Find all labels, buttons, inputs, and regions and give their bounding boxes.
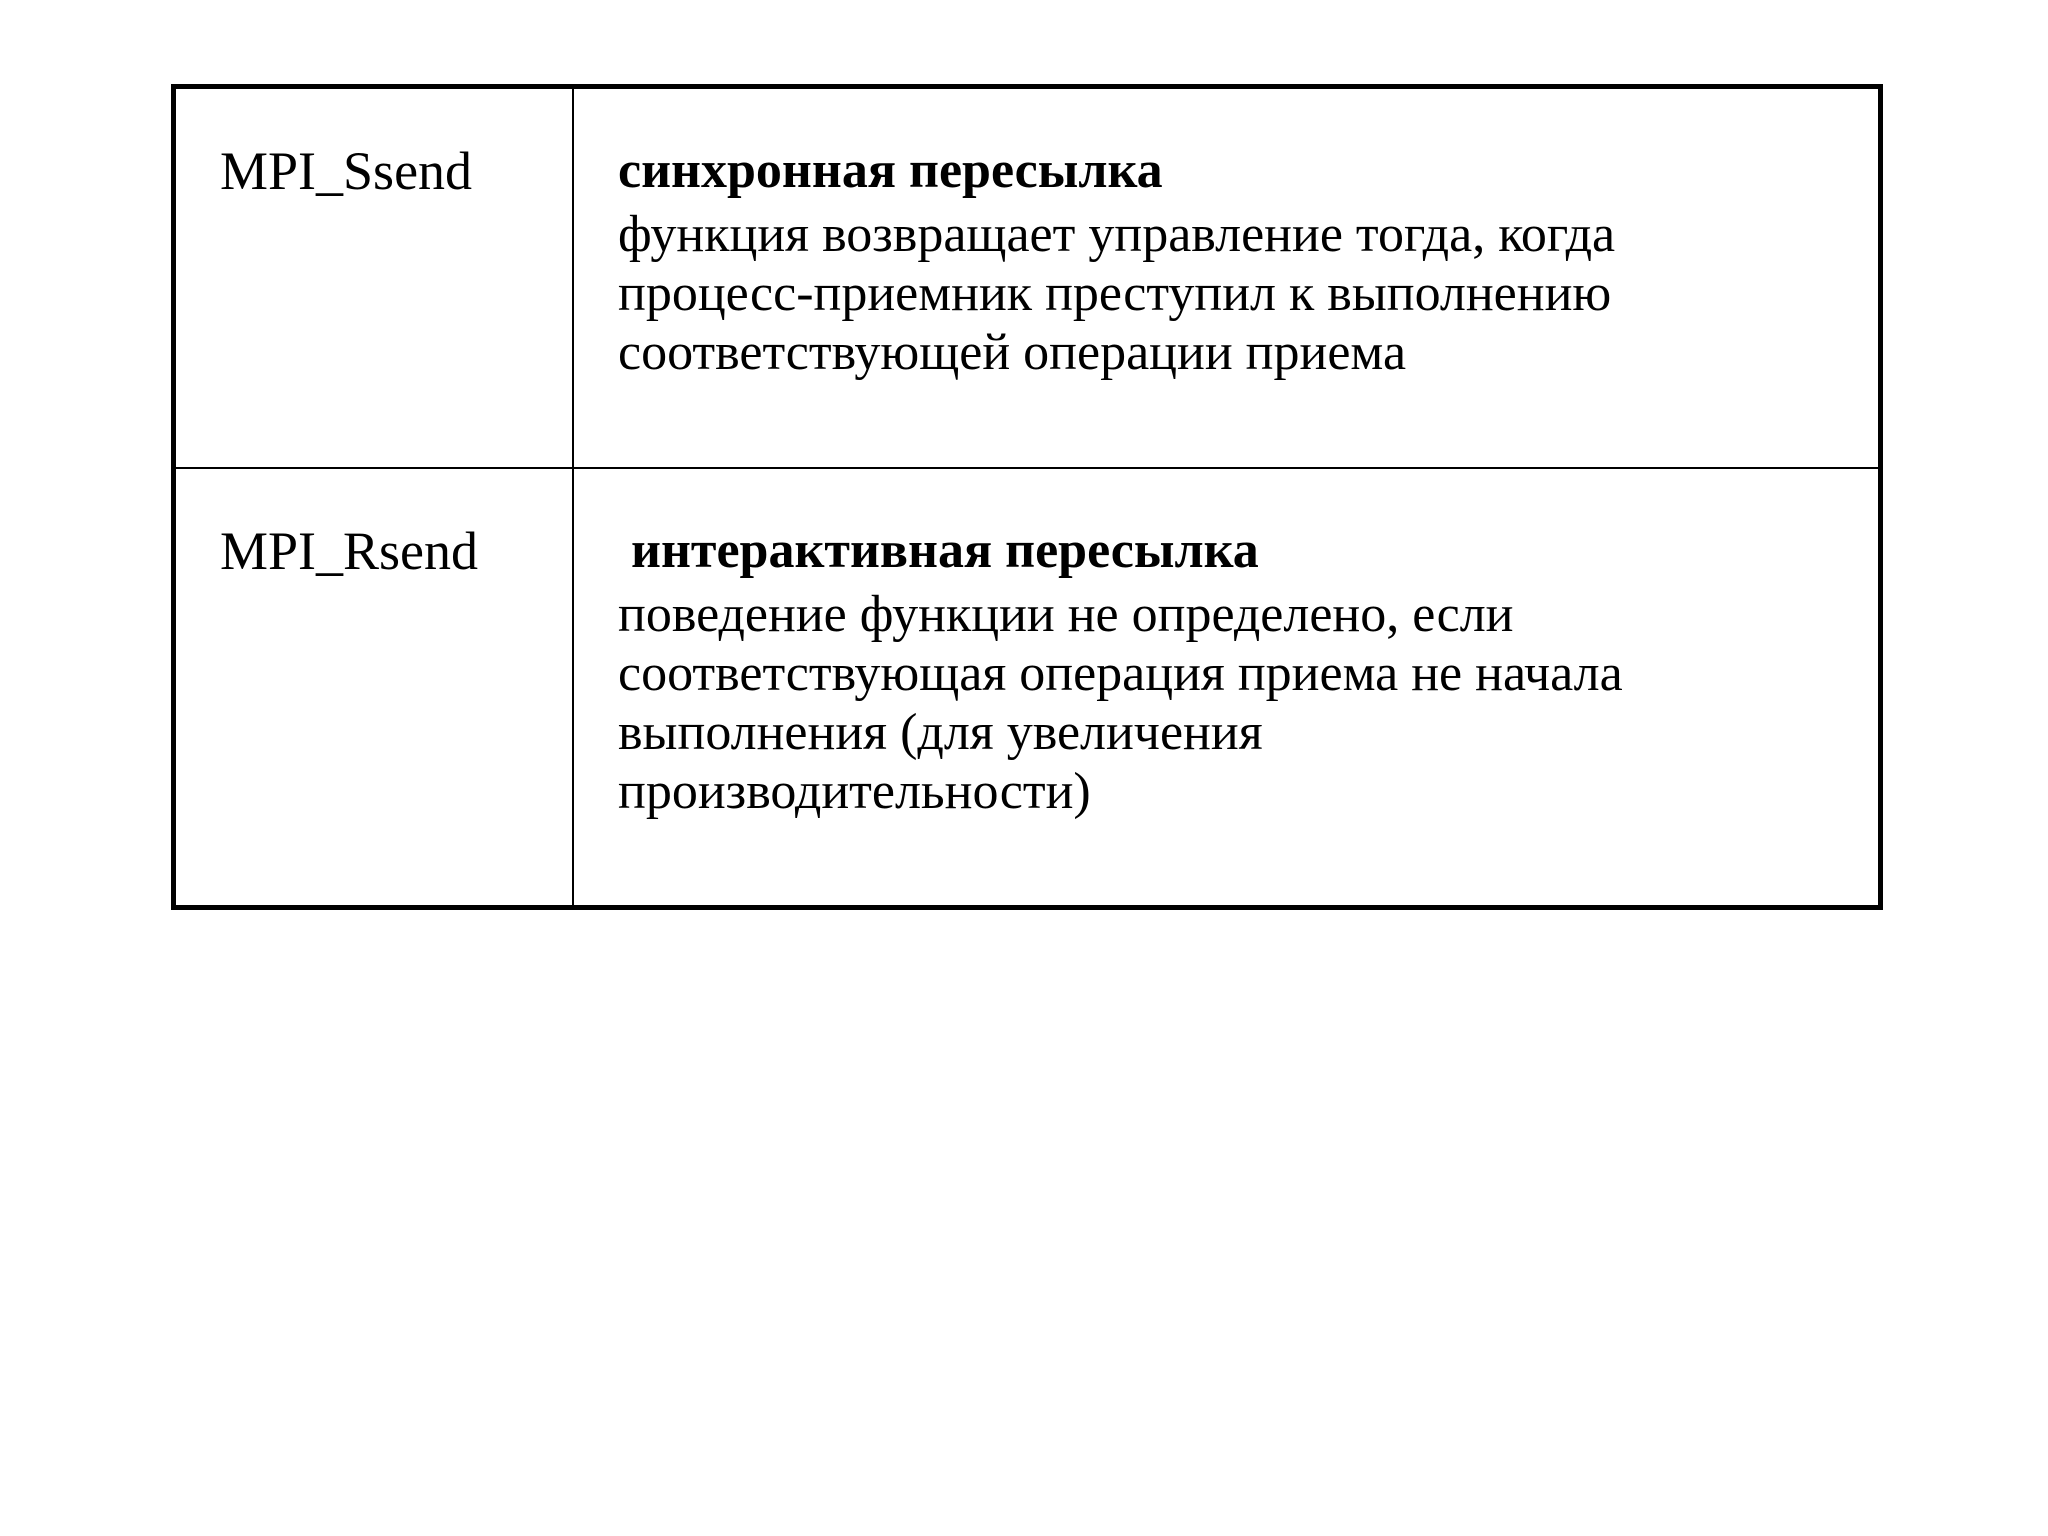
table-row [176,89,1878,469]
description-cell [618,521,1838,821]
description-line: выполнения (для увеличения [618,704,1263,761]
description-title: интерактивная пересылка [618,522,1259,579]
description-text [618,585,1838,821]
description-line: соответствующая операция приема не начала [618,645,1623,702]
description-line: поведение функции не определено, если [618,586,1514,643]
column-divider [572,469,574,905]
description-cell [618,141,1838,382]
function-name-cell: MPI_Rsend [220,521,479,581]
description-line: соответствующей операции приема [618,324,1407,381]
mpi-send-modes-table [171,84,1883,910]
description-line: функция возвращает управление тогда, когда [618,206,1616,263]
function-name-cell: MPI_Ssend [220,141,473,201]
description-text [618,205,1838,382]
column-divider [572,89,574,467]
table-row [176,469,1878,905]
description-title: синхронная пересылка [618,142,1163,199]
description-line: производительности) [618,763,1091,820]
description-line: процесс-приемник преступил к выполнению [618,265,1612,322]
